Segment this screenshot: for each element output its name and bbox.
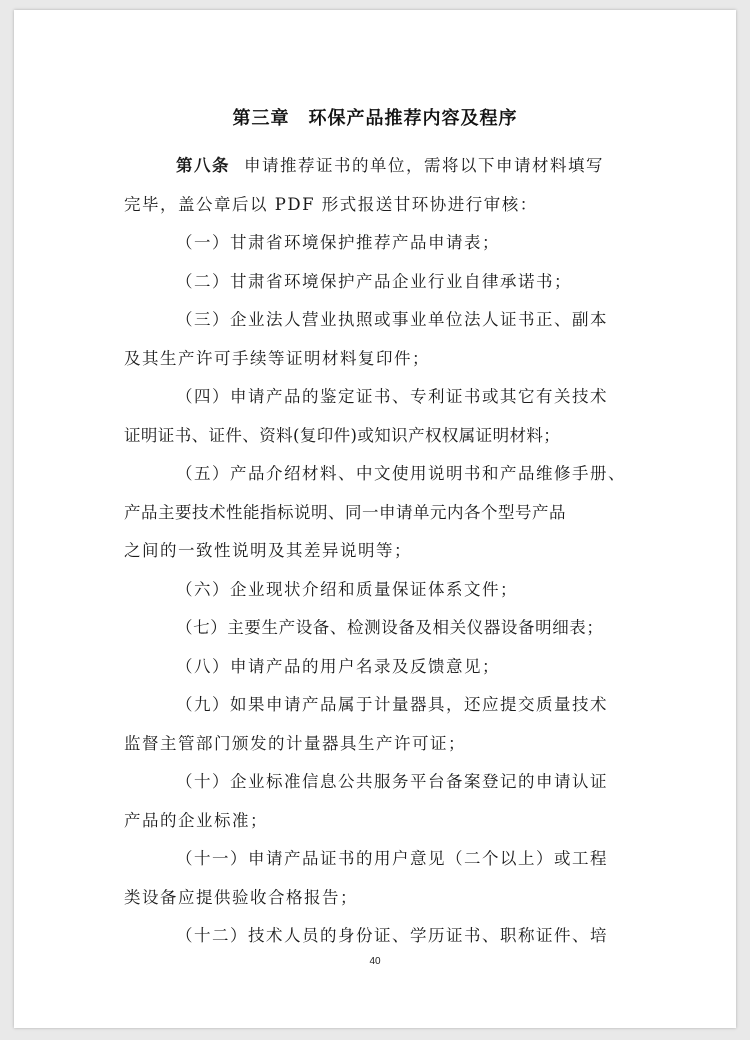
list-item: （八）申请产品的用户名录及反馈意见； [176,656,500,676]
text-line: 完毕，盖公章后以 PDF 形式报送甘环协进行审核： [124,194,538,214]
list-item: （一）甘肃省环境保护推荐产品申请表； [176,233,500,252]
document-page [14,10,736,1028]
list-item: （四）申请产品的鉴定证书、专利证书或其它有关技术 [176,387,608,406]
list-item: （五）产品介绍材料、中文使用说明书和产品维修手册、 [176,464,626,483]
page-number: 40 [369,956,381,967]
list-item: （三）企业法人营业执照或事业单位法人证书正、副本 [176,310,608,329]
list-item: （六）企业现状介绍和质量保证体系文件； [176,579,518,599]
text-line: 监督主管部门颁发的计量器具生产许可证； [124,733,466,753]
body-text [124,147,639,956]
list-item: （十二）技术人员的身份证、学历证书、职称证件、培 [176,926,608,945]
text-line: 第八条 申请推荐证书的单位，需将以下申请材料填写 [176,156,604,175]
list-item: （十）企业标准信息公共服务平台备案登记的申请认证 [176,772,608,791]
text-line: 产品主要技术性能指标说明、同一申请单元内各个型号产品 [124,502,566,522]
chapter-title: 第三章 环保产品推荐内容及程序 [232,108,518,129]
list-item: （十一）申请产品证书的用户意见（二个以上）或工程 [176,849,608,868]
article-label: 第八条 [176,156,230,175]
list-item: （二）甘肃省环境保护产品企业行业自律承诺书； [176,271,572,291]
text-line: 类设备应提供验收合格报告； [124,887,358,907]
text-line: 及其生产许可手续等证明材料复印件； [124,348,430,368]
text-line: 证明证书、证件、资料(复印件)或知识产权权属证明材料； [124,425,561,445]
list-item: （七）主要生产设备、检测设备及相关仪器设备明细表； [176,618,604,637]
text-line: 产品的企业标准； [124,810,268,830]
text-line: 之间的一致性说明及其差异说明等； [124,541,412,560]
list-item: （九）如果申请产品属于计量器具，还应提交质量技术 [176,695,608,714]
